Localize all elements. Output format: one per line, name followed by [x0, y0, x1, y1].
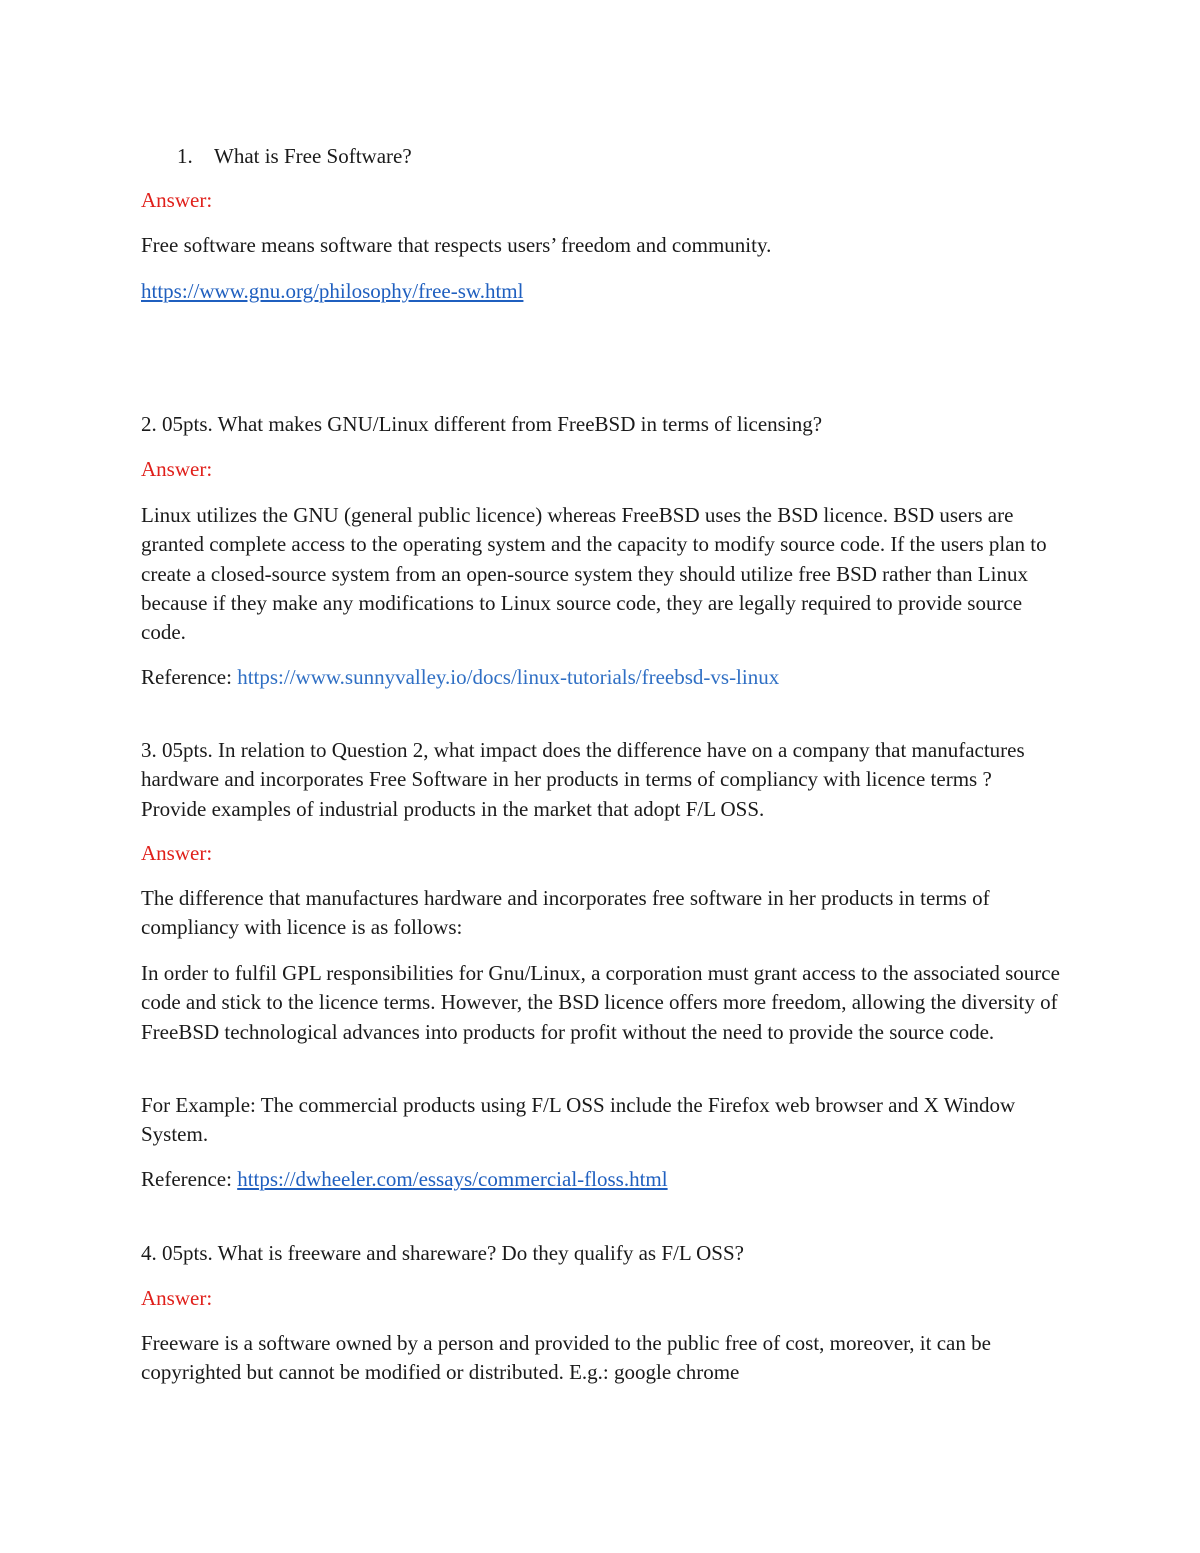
question-1-text: What is Free Software? — [214, 144, 412, 168]
answer-3-paragraph-1: The difference that manufactures hardware and incorporates free software in her products in terms of compliancy with licence is as follows: — [141, 886, 990, 940]
answer-3-label: Answer: — [141, 841, 213, 865]
dwheeler-link[interactable]: https://dwheeler.com/essays/commercial-floss.html — [237, 1167, 668, 1191]
answer-3-paragraph-3: For Example: The commercial products using F/L OSS include the Firefox web browser and X Window System. — [141, 1093, 1016, 1147]
answer-1-label: Answer: — [141, 188, 213, 212]
question-1-number: 1. — [177, 144, 193, 168]
answer-3-paragraph-2: In order to fulfil GPL responsibilities for Gnu/Linux, a corporation must grant access to the associated source code and stick to the licence terms. However, the BSD licence offers more freedom, allowing the diversity of FreeBSD technological advances into products for profit without the need to provide the source code. — [141, 961, 1060, 1044]
reference-3-label: Reference: — [141, 1167, 238, 1191]
gnu-link[interactable]: https://www.gnu.org/philosophy/free-sw.html — [141, 279, 524, 303]
answer-2-text: Linux utilizes the GNU (general public licence) whereas FreeBSD uses the BSD licence. BSD users are granted complete access to the operating system and the capacity to modify source code. If the users plan to create a closed-source system from an open-source system they should utilize free BSD rather than Linux because if they make any modifications to Linux source code, they are legally required to provide source code. — [141, 503, 1047, 645]
answer-4-label: Answer: — [141, 1286, 213, 1310]
question-1 — [177, 142, 412, 171]
question-3: 3. 05pts. In relation to Question 2, what impact does the difference have on a company that manufactures hardware and incorporates Free Software in her products in terms of compliancy with licence terms ? Provide examples of industrial products in the market that adopt F/L OSS. — [141, 738, 1025, 821]
question-4: 4. 05pts. What is freeware and shareware? Do they qualify as F/L OSS? — [141, 1241, 744, 1265]
answer-2-label: Answer: — [141, 457, 213, 481]
answer-1-text: Free software means software that respects users’ freedom and community. — [141, 233, 772, 257]
question-2: 2. 05pts. What makes GNU/Linux different from FreeBSD in terms of licensing? — [141, 412, 823, 436]
sunnyvalley-link[interactable]: https://www.sunnyvalley.io/docs/linux-tutorials/freebsd-vs-linux — [237, 665, 780, 689]
answer-4-text: Freeware is a software owned by a person and provided to the public free of cost, moreover, it can be copyrighted but cannot be modified or distributed. E.g.: google chrome — [141, 1331, 991, 1385]
reference-2 — [141, 663, 779, 692]
answer-1-link-line — [141, 277, 523, 306]
reference-2-label: Reference: — [141, 665, 238, 689]
reference-3 — [141, 1165, 668, 1194]
